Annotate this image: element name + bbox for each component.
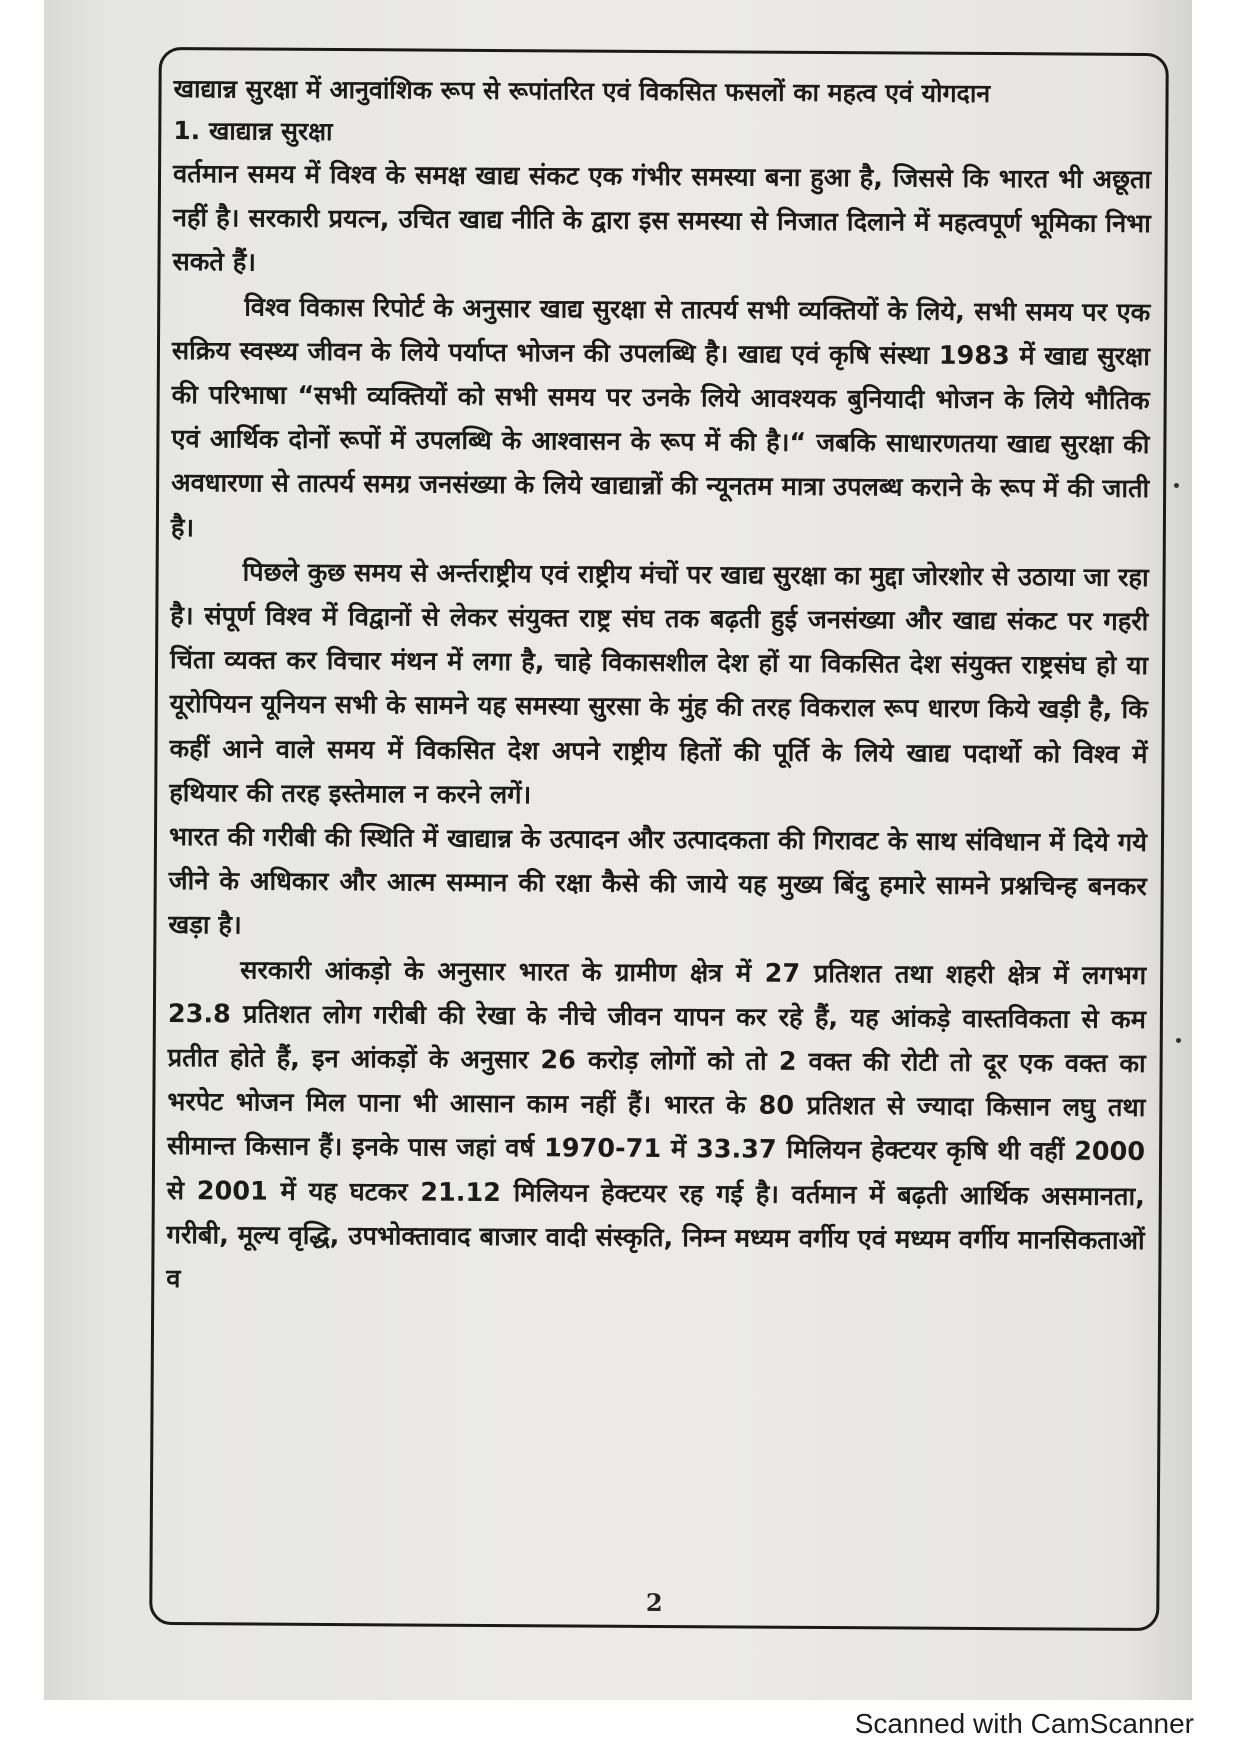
paragraph: भारत की गरीबी की स्थिति में खाद्यान्न के उत्पादन और उत्पादकता की गिरावट के साथ संविधान में दिये गये जीने के अधिकार और आत्म सम्मान की रक्षा कैसे की जाये यह मुख्य बिंदु हमारे सामने प्रश्नचिन्ह बनकर खड़ा है।: [168, 822, 1148, 941]
paragraph: सरकारी आंकड़ो के अनुसार भारत के ग्रामीण क्षेत्र में 27 प्रतिशत तथा शहरी क्षेत्र में लगभग 23.8 प्रतिशत लोग गरीबी की रेखा के नीचे जीवन यापन कर रहे हैं, यह आंकड़े वास्तविकता से कम प्रतीत होते हैं, इन आंकड़ों के अनुसार 26 करोड़ लोगों को तो 2 वक्त की रोटी तो दूर एक वक्त का भरपेट भोजन मिल पाना भी आसान काम नहीं हैं। भारत के 80 प्रतिशत से ज्यादा किसान लघु तथा सीमान्त किसान हैं। इनके पास जहां वर्ष 1970-71 में 33.37 मिलियन हेक्टयर कृषि थी वहीं 2000 से 2001 में यह घटकर 21.12 मिलियन हेक्टयर रह गई है। वर्तमान में बढ़ती आर्थिक असमानता, गरीबी, मूल्य वृद्धि, उपभोक्तावाद बाजार वादी संस्कृति, निम्न मध्यम वर्गीय एवं मध्यम वर्गीय मानसिकताओं व: [166, 955, 1147, 1295]
scan-speck: [1174, 483, 1179, 488]
paragraph: पिछले कुछ समय से अर्न्तराष्ट्रीय एवं राष्ट्रीय मंचों पर खाद्य सुरक्षा का मुद्दा जोरशोर से उठाया जा रहा है। संपूर्ण विश्व में विद्वानों से लेकर संयुक्त राष्ट्र संघ तक बढ़ती हुई जनसंख्या और खाद्य संकट पर गहरी चिंता व्यक्त कर विचार मंथन में लगा है, चाहे विकासशील देश हों या विकसित देश संयुक्त राष्ट्रसंघ हो या यूरोपियन यूनियन सभी के सामने यह समस्या सुरसा के मुंह की तरह विकराल रूप धारण किये खड़ी है, कि कहीं आने वाले समय में विकसित देश अपने राष्ट्रीय हितों की पूर्ति के लिये खाद्य पदार्थो को विश्व में हथियार की तरह इस्तेमाल न करने लगें।: [169, 557, 1149, 811]
scanned-page: [44, 0, 1192, 1700]
camscanner-watermark: Scanned with CamScanner: [854, 1708, 1194, 1739]
page-number: 2: [645, 1587, 663, 1618]
scan-speck: [1176, 1038, 1181, 1043]
document-title: खाद्यान्न सुरक्षा में आनुवांशिक रूप से रूपांतरित एवं विकसित फसलों का महत्व एवं योगदान: [173, 74, 991, 109]
page-border-frame: [149, 47, 1169, 1631]
section-heading: 1. खाद्यान्न सुरक्षा: [173, 116, 333, 146]
paragraph: वर्तमान समय में विश्व के समक्ष खाद्य संकट एक गंभीर समस्या बना हुआ है, जिससे कि भारत भी अछूता नहीं है। सरकारी प्रयत्न, उचित खाद्य नीति के द्वारा इस समस्या से निजात दिलाने में महत्वपूर्ण भूमिका निभा सकते हैं।: [172, 159, 1152, 278]
paragraph: विश्व विकास रिपोर्ट के अनुसार खाद्य सुरक्षा से तात्पर्य सभी व्यक्तियों के लिये, सभी समय पर एक सक्रिय स्वस्थ्य जीवन के लिये पर्याप्त भोजन की उपलब्धि है। खाद्य एवं कृषि संस्था 1983 में खाद्य सुरक्षा की परिभाषा “सभी व्यक्तियों को सभी समय पर उनके लिये आवश्यक बुनियादी भोजन के लिये भौतिक एवं आर्थिक दोनों रूपों में उपलब्धि के आश्वासन के रूप में की है।“ जबकि साधारणतया खाद्य सुरक्षा की अवधारणा से तात्पर्य समग्र जनसंख्या के लिये खाद्यान्नों की न्यूनतम मात्रा उपलब्ध कराने के रूप में की जाती है।: [170, 292, 1151, 543]
document-body: [164, 68, 1151, 1588]
